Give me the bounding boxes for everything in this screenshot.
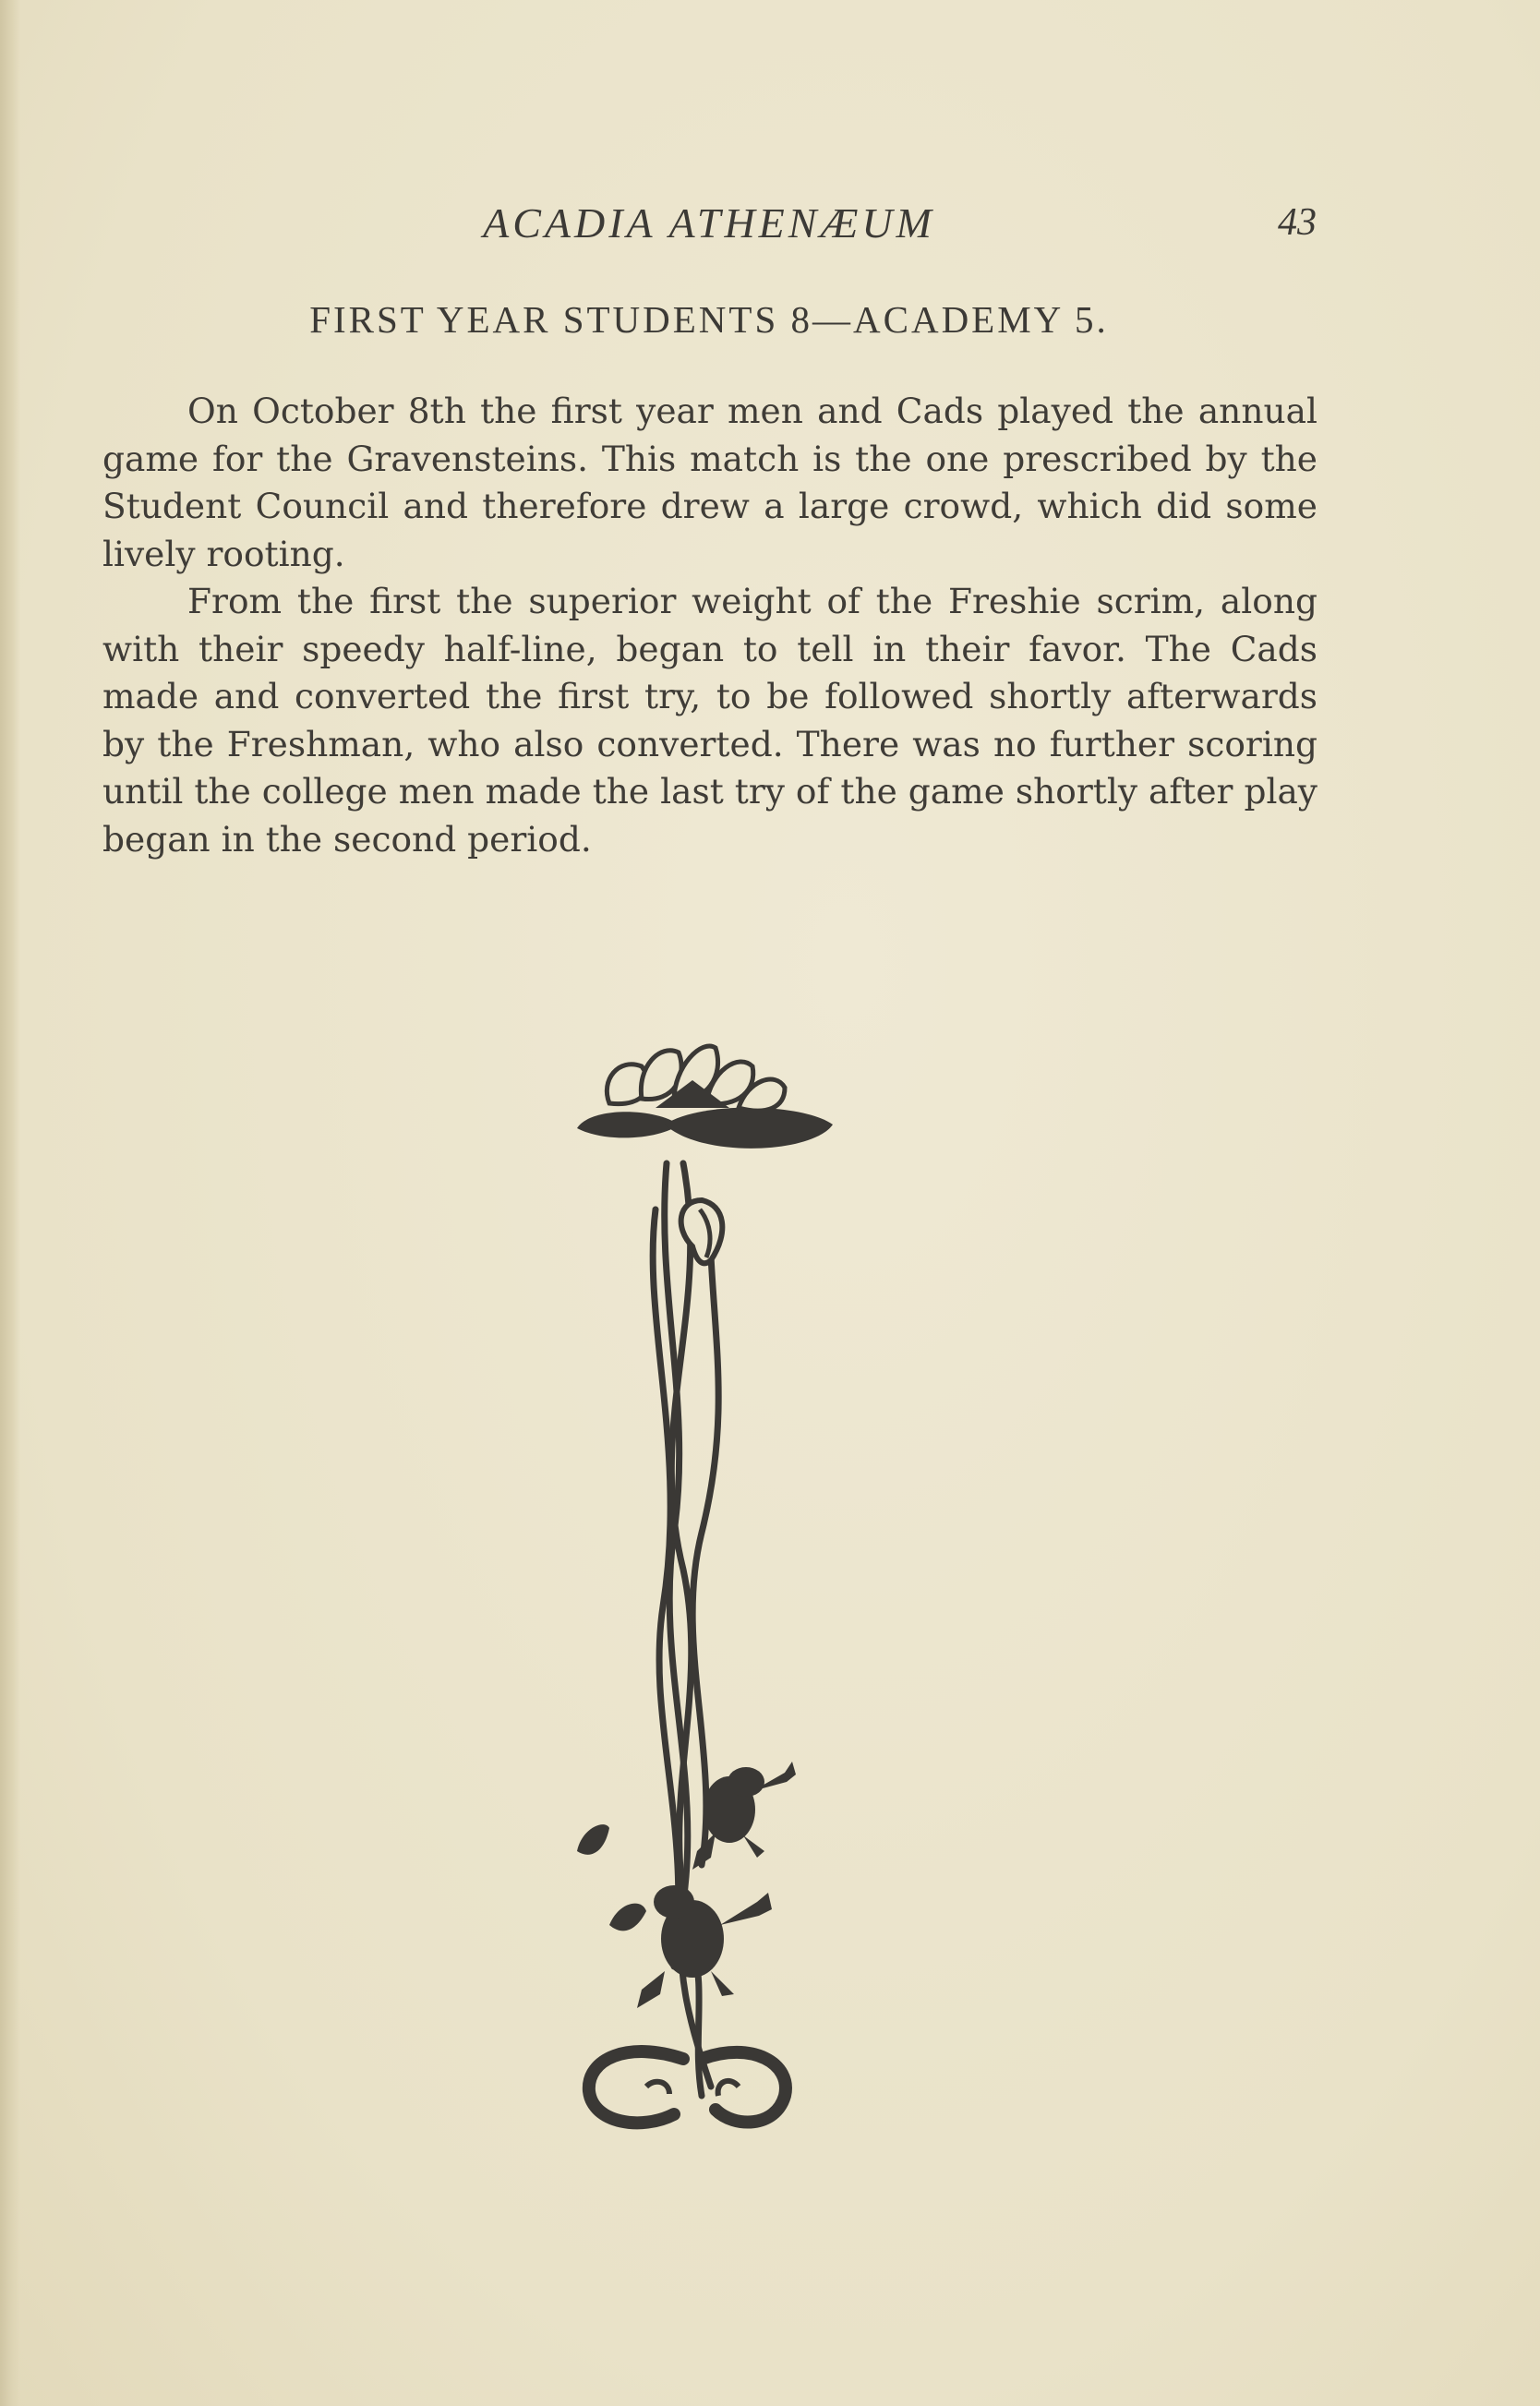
running-head (102, 198, 1317, 254)
running-title: ACADIA ATHENÆUM (483, 199, 935, 247)
article-title: FIRST YEAR STUDENTS 8—ACADEMY 5. (309, 298, 1109, 341)
paragraph: On October 8th the first year men and Cads played the annual game for the Gravensteins. This match is the one prescribed by the Student Council and therefore drew a large crowd, which did some lively rooting. (102, 391, 1317, 574)
article-body (102, 388, 1317, 863)
page-number: 43 (1278, 201, 1317, 244)
paragraph: From the first the superior weight of the Freshie scrim, along with their speedy half-line, began to tell in their favor. The Cads made and converted the first try, to be followed shortly afterwards by the Freshman, who also converted. There was no further scoring until the college men made the last try of the game shortly after play began in the second period. (102, 581, 1317, 860)
page-spine-shadow (0, 0, 20, 2406)
water-lily-frog-ornament-icon (554, 1016, 859, 2160)
